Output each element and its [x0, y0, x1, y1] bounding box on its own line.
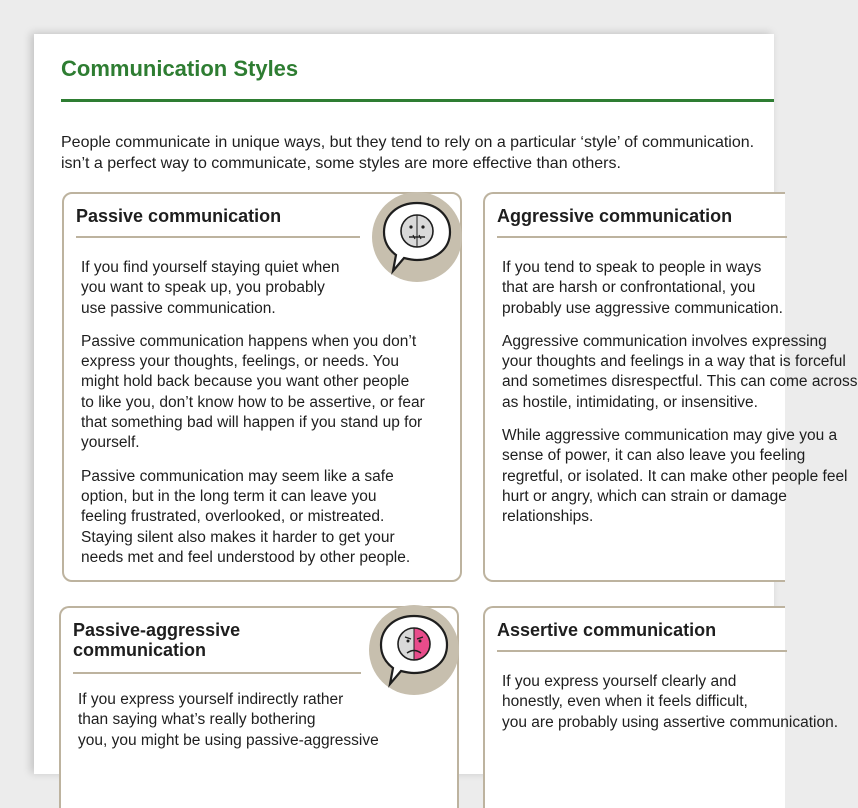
card-heading: Passive-aggressive communication — [73, 620, 241, 660]
card-heading-rule — [497, 650, 787, 652]
card-heading: Assertive communication — [497, 620, 717, 640]
card-heading-rule — [73, 672, 361, 674]
card-paragraph: If you tend to speak to people in ways that are harsh or confrontational, you probably use aggressive communication. — [502, 259, 783, 317]
card-paragraph: Aggressive communication involves expressing your thoughts and feelings in a way that is forceful and sometimes disrespectful. This can come across as hostile, intimidating, or insensitive. — [502, 332, 858, 411]
title-divider — [61, 99, 774, 102]
card-paragraph: If you find yourself staying quiet when you want to speak up, you probably use passive communication. — [81, 259, 340, 317]
card-paragraph: Passive communication may seem like a safe option, but in the long term it can leave you feeling frustrated, overlooked, or mistreated. Staying silent also makes it harder to get your needs met and feel understood by other people. — [81, 467, 411, 566]
card-body — [502, 672, 839, 746]
intro-line: People communicate in unique ways, but they tend to rely on a particular ‘style’ of communication. — [61, 134, 755, 151]
worksheet-page — [34, 34, 858, 774]
assertive-communication-card — [483, 606, 839, 808]
card-body — [502, 258, 858, 541]
card-paragraph: If you express yourself clearly and honestly, even when it feels difficult, you are probably using assertive communication. — [502, 673, 839, 731]
card-paragraph: While aggressive communication may give you a sense of power, it can also leave you feeling regretful, or isolated. It can make other people feel hurt or angry, which can strain or damage relationships. — [502, 427, 848, 526]
frowning-face-bubble-icon — [368, 604, 460, 696]
card-heading-rule — [497, 236, 787, 238]
card-heading: Passive communication — [76, 206, 282, 226]
card-heading-rule — [76, 236, 360, 238]
card-body — [78, 690, 456, 764]
card-heading: Aggressive communication — [497, 206, 733, 226]
card-body — [81, 258, 459, 581]
card-paragraph: If you express yourself indirectly rather than saying what’s really bothering you, you might be using passive-aggressive — [78, 691, 379, 749]
intro-line: isn’t a perfect way to communicate, some styles are more effective than others. — [61, 155, 621, 172]
zipped-mouth-face-bubble-icon — [371, 191, 463, 283]
intro-text — [61, 132, 774, 174]
aggressive-communication-card — [483, 192, 858, 582]
card-paragraph: Passive communication happens when you don’t express your thoughts, feelings, or needs. You might hold back because you want other people to like you, don’t know how to be assertive, or fear that something bad will happen if you stand up for yourself. — [81, 332, 425, 452]
page-title: Communication Styles — [61, 56, 299, 81]
